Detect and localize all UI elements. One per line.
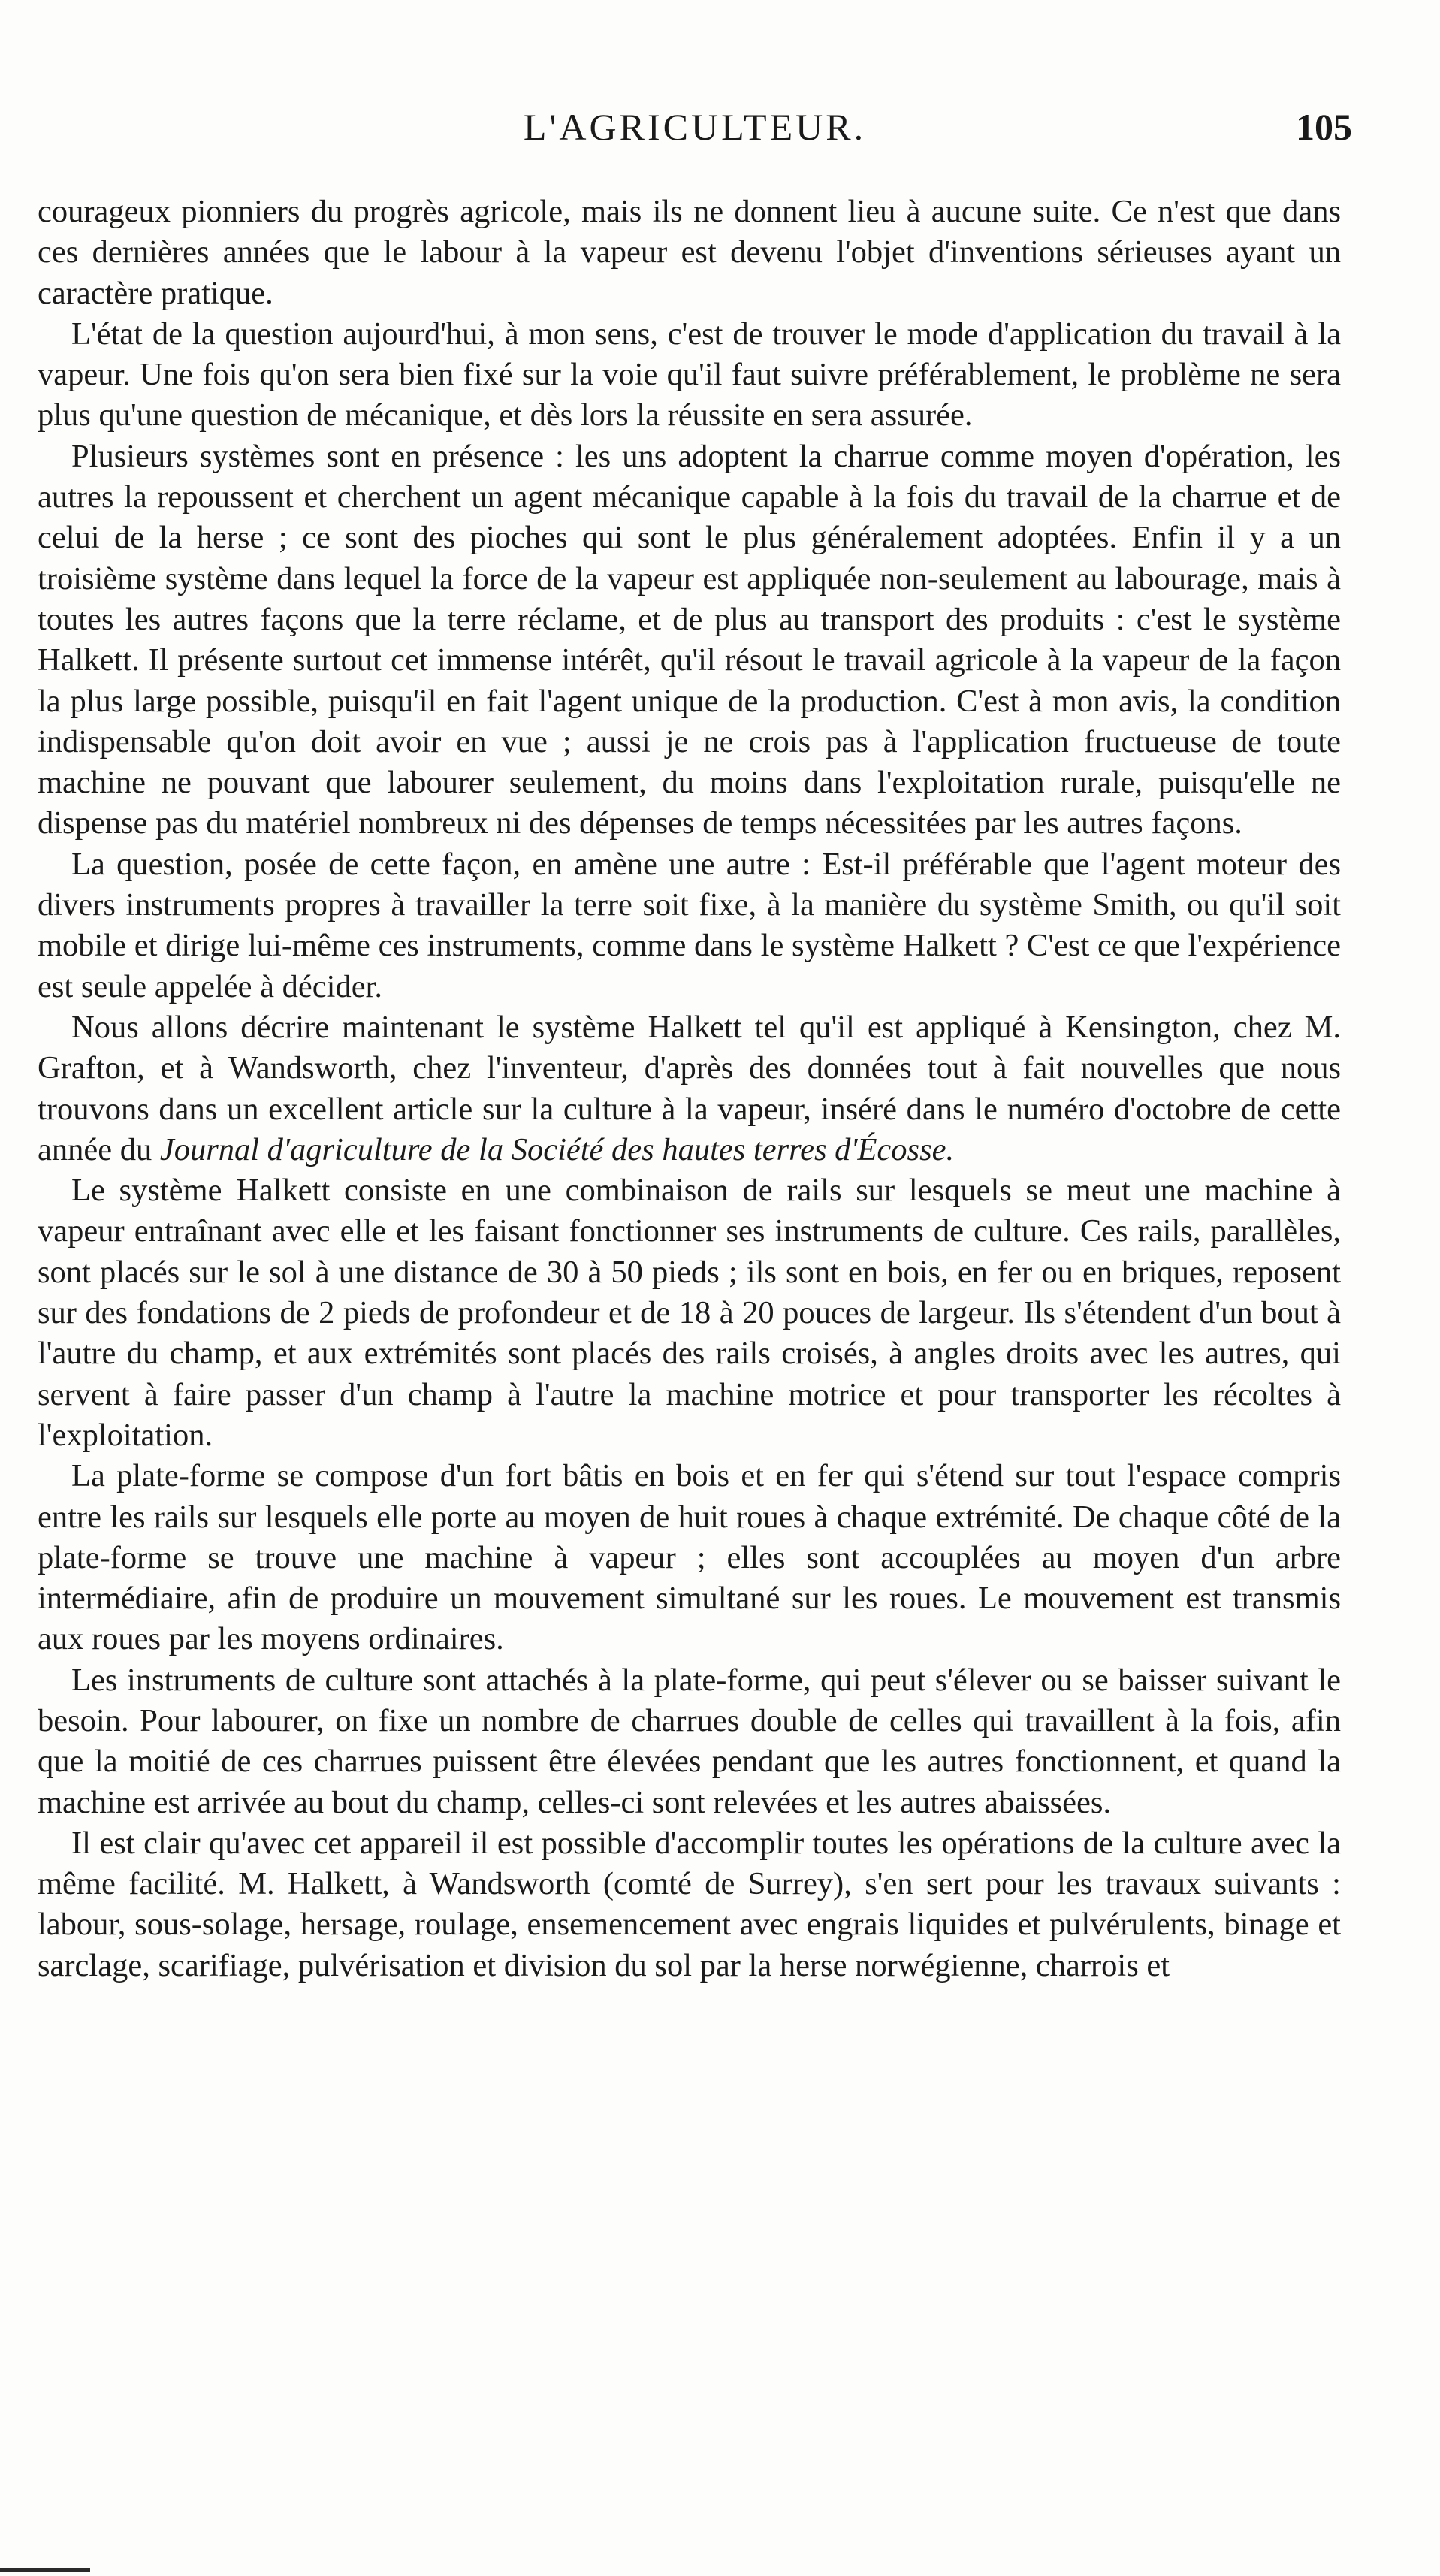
paragraph-8: Les instruments de culture sont attachés à la plate-forme, qui peut s'élever ou se baisser suivant le besoin. Pour labourer, on fixe un nombre de charrues double de celles qui travaillent à la fois, afin que la moitié de ces charrues puissent être élevées pendant que les autres fonctionnent, et quand la machine est arrivée au bout du champ, celles-ci sont relevées et les autres abaissées. [38, 1662, 1341, 1820]
paragraph-1: courageux pionniers du progrès agricole, mais ils ne donnent lieu à aucune suite. Ce n'est que dans ces dernières années que le labour à la vapeur est devenu l'objet d'inventions sérieuses ayant un caractère pratique. [38, 194, 1341, 311]
paragraph-4: La question, posée de cette façon, en amène une autre : Est-il préférable que l'agent moteur des divers instruments propres à travailler la terre soit fixe, à la manière du système Smith, ou qu'il soit mobile et dirige lui-même ces instruments, comme dans le système Halkett ? C'est ce que l'expérience est seule appelée à décider. [38, 846, 1341, 1004]
paragraph-7: La plate-forme se compose d'un fort bâtis en bois et en fer qui s'étend sur tout l'espace compris entre les rails sur lesquels elle porte au moyen de huit roues à chaque extrémité. De chaque côté de la plate-forme se trouve une machine à vapeur ; elles sont accouplées au moyen d'un arbre intermédiaire, afin de produire un mouvement simultané sur les roues. Le mouvement est transmis aux roues par les moyens ordinaires. [38, 1458, 1341, 1657]
scan-edge-mark [0, 2568, 90, 2572]
paragraph-5-text: Nous allons décrire maintenant le système Halkett tel qu'il est appliqué à Kensington, chez M. Grafton, et à Wandsworth, chez l'inventeur, d'après des données tout à fait nouvelles que nous trouvons dans un excellent article sur la culture à la vapeur, inséré dans le numéro d'octobre de cette année du [38, 1009, 1341, 1167]
running-title: L'AGRICULTEUR. [523, 106, 867, 148]
paragraph-5 [38, 1007, 1341, 1170]
paragraph-6: Le système Halkett consiste en une combinaison de rails sur lesquels se meut une machine à vapeur entraînant avec elle et les faisant fonctionner ses instruments de culture. Ces rails, parallèles, sont placés sur le sol à une distance de 30 à 50 pieds ; ils sont en bois, en fer ou en briques, reposent sur des fondations de 2 pieds de profondeur et de 18 à 20 pouces de largeur. Ils s'étendent d'un bout à l'autre du champ, et aux extrémités sont placés des rails croisés, à angles droits avec les autres, qui servent à faire passer d'un champ à l'autre la machine motrice et pour transporter les récoltes à l'exploitation. [38, 1173, 1341, 1453]
paragraph-9: Il est clair qu'avec cet appareil il est possible d'accomplir toutes les opérations de la culture avec la même facilité. M. Halkett, à Wandsworth (comté de Surrey), s'en sert pour les travaux suivants : labour, sous-solage, hersage, roulage, ensemencement avec engrais liquides et pulvérulents, binage et sarclage, scarifiage, pulvérisation et division du sol par la herse norwégienne, charrois et [38, 1825, 1341, 1983]
body-text [38, 192, 1341, 1986]
paragraph-2: L'état de la question aujourd'hui, à mon sens, c'est de trouver le mode d'application du travail à la vapeur. Une fois qu'on sera bien fixé sur la voie qu'il faut suivre préférablement, le problème ne sera plus qu'une question de mécanique, et dès lors la réussite en sera assurée. [38, 316, 1341, 433]
journal-title: Journal d'agriculture de la Société des hautes terres d'Écosse. [159, 1131, 955, 1167]
page-header [38, 105, 1352, 158]
paragraph-3: Plusieurs systèmes sont en présence : les uns adoptent la charrue comme moyen d'opération, les autres la repoussent et cherchent un agent mécanique capable à la fois du travail de la charrue et de celui de la herse ; ce sont des pioches qui sont le plus généralement adoptées. Enfin il y a un troisième système dans lequel la force de la vapeur est appliquée non-seulement au labourage, mais à toutes les autres façons que la terre réclame, et de plus au transport des produits : c'est le système Halkett. Il présente surtout cet immense intérêt, qu'il résout le travail agricole à la vapeur de la façon la plus large possible, puisqu'il en fait l'agent unique de la production. C'est à mon avis, la condition indispensable qu'on doit avoir en vue ; aussi je ne crois pas à l'application fructueuse de toute machine ne pouvant que labourer seulement, du moins dans l'exploitation rurale, puisqu'elle ne dispense pas du matériel nombreux ni des dépenses de temps nécessitées par les autres façons. [38, 438, 1341, 841]
page-number: 105 [1296, 106, 1352, 148]
